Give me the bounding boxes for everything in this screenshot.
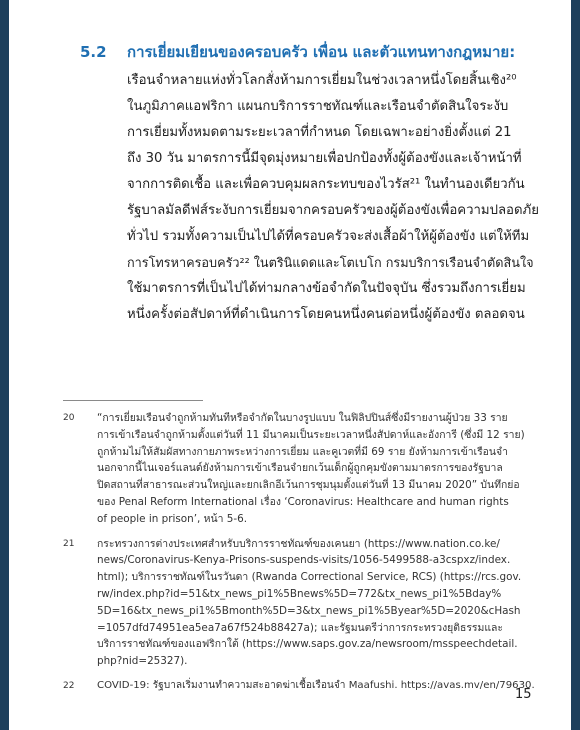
- footnote-line: =1057dfd74951ea5ea7a67f524b88427a); และรัฐมนตรีว่าการกระทรวงยุติธรรมและ: [97, 621, 503, 634]
- body-line: ในภูมิภาคแอฟริกา แผนกบริการราชทัณฑ์และเรือนจำตัดสินใจระงับ: [127, 99, 509, 114]
- document-page: [9, 0, 571, 730]
- footnote-line: ของ Penal Reform International เรื่อง ‘Coronavirus: Healthcare and human rights: [97, 495, 509, 508]
- body-line: รัฐบาลมัลดีฟส์ระงับการเยี่ยมจากครอบครัวของผู้ต้องขังเพื่อความปลอดภัย: [127, 203, 539, 218]
- footnote-separator: [63, 400, 203, 401]
- page-number: 15: [515, 687, 532, 702]
- footnote-line: news/Coronavirus-Kenya-Prisons-suspends-visits/1056-5499588-a3cspxz/index.: [97, 554, 511, 567]
- footnote-line: ถูกห้ามไม่ให้สัมผัสทางกายภาพระหว่างการเยี่ยม และคูเวตที่มี 69 ราย ยังห้ามการเข้าเรือนจำ: [97, 445, 508, 458]
- footnote-line: กระทรวงการต่างประเทศสำหรับบริการราชทัณฑ์ของเคนยา (https://www.nation.co.ke/: [97, 537, 500, 550]
- footnote-22: [63, 678, 539, 695]
- footnote-line: “การเยี่ยมเรือนจำถูกห้ามทันทีหรือจำกัดในบางรูปแบบ ในฟิลิปปินส์ซึ่งมีรายงานผู้ป่วย 33 ราย: [97, 412, 508, 424]
- body-line: ใช้มาตรการที่เป็นไปได้ท่ามกลางข้อจำกัดในปัจจุบัน ซึ่งรวมถึงการเยี่ยม: [127, 281, 526, 296]
- section-number: 5.2: [80, 43, 107, 61]
- body-line: หนึ่งครั้งต่อสัปดาห์ที่ดำเนินการโดยคนหนึ่งคนต่อหนึ่งผู้ต้องขัง ตลอดจน: [127, 307, 525, 322]
- footnote-number: 20: [63, 413, 75, 423]
- footnote-line: บริการราชทัณฑ์ของแอฟริกาใต้ (https://www.saps.gov.za/newsroom/msspeechdetail.: [97, 638, 518, 651]
- footnote-line: COVID-19: รัฐบาลเริ่มงานทำความสะอาดฆ่าเชื้อเรือนจำ Maafushi. https://avas.mv/en/79630.: [97, 679, 535, 691]
- footnote-number: 22: [63, 680, 75, 691]
- footnote-21: [63, 536, 539, 670]
- body-line: การโทรหาครอบครัว²² ในตรินิแดดและโตเบโก กรมบริการเรือนจำตัดสินใจ: [127, 255, 534, 270]
- body-line: การเยี่ยมทั้งหมดตามระยะเวลาที่กำหนด โดยเฉพาะอย่างยิ่งตั้งแต่ 21: [127, 125, 512, 140]
- footnote-line: นอกจากนี้ไนเจอร์แลนด์ยังห้ามการเข้าเรือนจำยกเว้นเด็กผู้ถูกคุมขังตามมาตรการของรัฐบาล: [97, 462, 503, 475]
- footnote-line: of people in prison’, หน้า 5-6.: [97, 512, 247, 525]
- body-paragraph: [127, 68, 539, 328]
- footnotes: [63, 410, 539, 703]
- body-line: เรือนจำหลายแห่งทั่วโลกสั่งห้ามการเยี่ยมในช่วงเวลาหนึ่งโดยสิ้นเชิง²⁰: [127, 73, 517, 88]
- footnote-line: php?nid=25327).: [97, 655, 188, 668]
- footnote-line: การเข้าเรือนจำถูกห้ามตั้งแต่วันที่ 11 มีนาคมเป็นระยะเวลาหนึ่งสัปดาห์และอังการี (ซึ่งมี 12 ราย): [97, 428, 525, 441]
- body-line: จากการติดเชื้อ และเพื่อควบคุมผลกระทบของไวรัส²¹ ในทำนองเดียวกัน: [127, 177, 525, 192]
- footnote-20: [63, 410, 539, 528]
- footnote-line: 5D=16&tx_news_pi1%5Bmonth%5D=3&tx_news_pi1%5Byear%5D=2020&cHash: [97, 604, 521, 617]
- footnote-number: 21: [63, 538, 75, 549]
- body-line: ทั่วไป รวมทั้งความเป็นไปได้ที่ครอบครัวจะส่งเสื้อผ้าให้ผู้ต้องขัง แต่ให้ทีม: [127, 229, 530, 244]
- section-title: การเยี่ยมเยียนของครอบครัว เพื่อน และตัวแทนทางกฎหมาย:: [127, 43, 516, 61]
- footnote-line: ปิดสถานที่สาธารณะส่วนใหญ่และยกเลิกอีเว้นการชุมนุมตั้งแต่วันที่ 13 มีนาคม 2020” บันทึกย่อ: [97, 479, 520, 492]
- footnote-line: html); บริการราชทัณฑ์ในรวันดา (Rwanda Correctional Service, RCS) (https://rcs.gov.: [97, 571, 522, 584]
- body-line: ถึง 30 วัน มาตรการนี้มีจุดมุ่งหมายเพื่อปกป้องทั้งผู้ต้องขังและเจ้าหน้าที่: [127, 151, 522, 166]
- footnote-line: rw/index.php?id=51&tx_news_pi1%5Bnews%5D=772&tx_news_pi1%5Bday%: [97, 587, 502, 600]
